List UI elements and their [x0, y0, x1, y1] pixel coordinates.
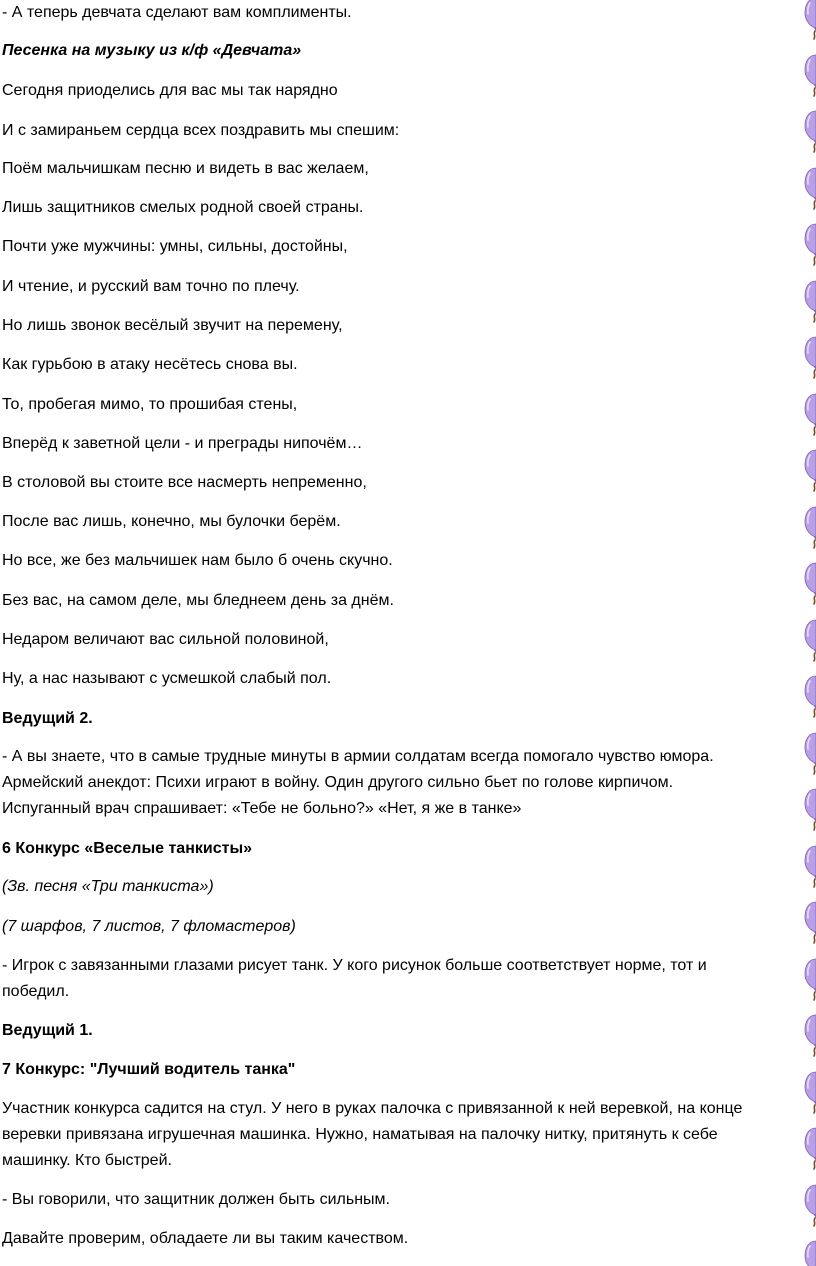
balloon-icon [804, 277, 816, 323]
balloon-icon [804, 503, 816, 549]
song-line: И чтение, и русский вам точно по плечу. [2, 278, 300, 295]
song-line: Лишь защитников смелых родной своей страны. [2, 199, 364, 216]
balloon-icon [804, 559, 816, 605]
song-line: Почти уже мужчины: умны, сильны, достойны, [2, 238, 348, 255]
balloon-icon [804, 1237, 816, 1266]
paragraph-line: Армейский анекдот: Психи играют в войну. Один другого сильно бьет по голове кирпичом. [2, 774, 674, 791]
song-line: В столовой вы стоите все насмерть непременно, [2, 474, 367, 491]
balloon-icon [804, 1181, 816, 1227]
balloon-icon [804, 220, 816, 266]
balloon-icon [804, 672, 816, 718]
balloon-icon [804, 51, 816, 97]
paragraph-line: - Игрок с завязанными глазами рисует танк. У кого рисунок больше соответствует норме, тот и [2, 957, 707, 974]
song-line: Поём мальчишкам песню и видеть в вас желаем, [2, 160, 369, 177]
balloon-border [800, 0, 816, 1266]
balloon-icon [804, 785, 816, 831]
song-line: Недаром величают вас сильной половиной, [2, 631, 329, 648]
paragraph-line: Давайте проверим, обладаете ли вы таким качеством. [2, 1230, 409, 1247]
paragraph-line: победил. [2, 983, 70, 1000]
balloon-icon [804, 446, 816, 492]
speaker-heading: Ведущий 2. [2, 710, 93, 727]
paragraph-line: - А вы знаете, что в самые трудные минуты в армии солдатам всегда помогало чувство юмора. [2, 748, 714, 765]
text-line: - А теперь девчата сделают вам комплименты. [2, 4, 352, 21]
paragraph-line: Участник конкурса садится на стул. У него в руках палочка с привязанной к ней веревкой, на конце [2, 1100, 743, 1117]
balloon-icon [804, 390, 816, 436]
props-note: (7 шарфов, 7 листов, 7 фломастеров) [2, 918, 296, 935]
song-line: То, пробегая мимо, то прошибая стены, [2, 396, 298, 413]
song-line: Но лишь звонок весёлый звучит на перемену, [2, 317, 343, 334]
balloon-icon [804, 1068, 816, 1114]
song-line: Как гурьбою в атаку несётесь снова вы. [2, 356, 298, 373]
speaker-heading: Ведущий 1. [2, 1022, 93, 1039]
balloon-icon [804, 842, 816, 888]
balloon-icon [804, 164, 816, 210]
contest-heading: 6 Конкурс «Веселые танкисты» [2, 840, 253, 857]
balloon-icon [804, 729, 816, 775]
paragraph-line: веревки привязана игрушечная машинка. Нужно, наматывая на палочку нитку, притянуть к себе [2, 1126, 718, 1143]
song-line: И с замираньем сердца всех поздравить мы спешим: [2, 122, 400, 139]
contest-heading: 7 Конкурс: "Лучший водитель танка" [2, 1061, 296, 1078]
balloon-icon [804, 0, 816, 40]
song-line: Ну, а нас называют с усмешкой слабый пол. [2, 670, 332, 687]
balloon-icon [804, 333, 816, 379]
sound-note: (Зв. песня «Три танкиста») [2, 878, 214, 895]
balloon-icon [804, 1124, 816, 1170]
song-line: Без вас, на самом деле, мы бледнеем день за днём. [2, 592, 394, 609]
balloon-icon [804, 107, 816, 153]
song-line: Вперёд к заветной цели - и преграды нипочём… [2, 435, 363, 452]
balloon-icon [804, 955, 816, 1001]
balloon-icon [804, 616, 816, 662]
balloon-icon [804, 1011, 816, 1057]
balloon-icon [804, 898, 816, 944]
song-line: Сегодня приоделись для вас мы так нарядно [2, 82, 338, 99]
song-line: Но все, же без мальчишек нам было б очень скучно. [2, 552, 393, 569]
song-title: Песенка на музыку из к/ф «Девчата» [2, 42, 302, 59]
song-line: После вас лишь, конечно, мы булочки берём. [2, 513, 341, 530]
paragraph-line: Испуганный врач спрашивает: «Тебе не больно?» «Нет, я же в танке» [2, 800, 522, 817]
paragraph-line: - Вы говорили, что защитник должен быть сильным. [2, 1191, 390, 1208]
paragraph-line: машинку. Кто быстрей. [2, 1152, 172, 1169]
